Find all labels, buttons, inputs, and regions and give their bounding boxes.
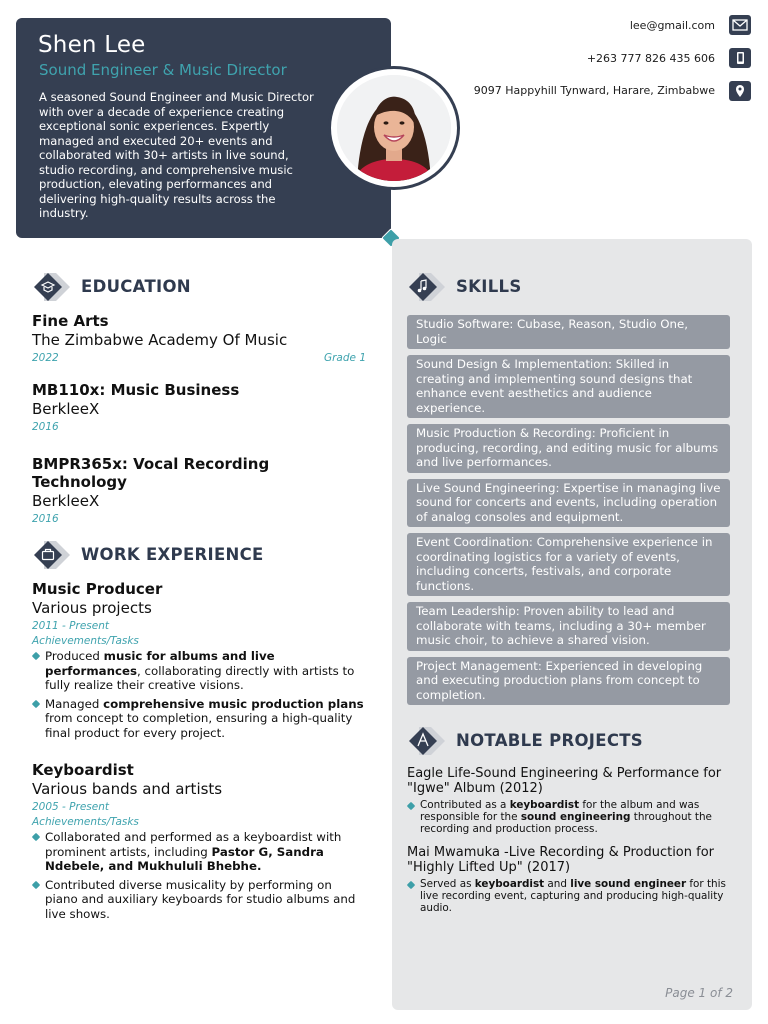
work-heading (32, 539, 332, 571)
projects-heading (407, 725, 707, 757)
achievements-label: Achievements/Tasks (32, 816, 139, 828)
project-bullet: Contributed as a keyboardist for the album and was responsible for the sound engineering throughout the recording and production process. (407, 799, 742, 835)
compass-icon (407, 725, 447, 757)
achievement-list (32, 649, 366, 741)
location-pin-icon (729, 81, 751, 101)
job-dates: 2005 - Present (32, 801, 109, 813)
education-year: 2016 (32, 513, 59, 525)
skills-title: SKILLS (456, 277, 522, 296)
education-year: 2022 (32, 352, 59, 364)
achievement-list (32, 830, 366, 922)
contact-phone[interactable]: +263 777 826 435 606 (586, 52, 715, 65)
skill-tag: Music Production & Recording: Proficient in producing, recording, and editing music for albums and live performances. (407, 424, 730, 473)
project-details (407, 799, 742, 835)
projects-title: NOTABLE PROJECTS (456, 731, 643, 750)
skill-tag: Live Sound Engineering: Expertise in managing live sound for concerts and events, including operation of analog consoles and equipment. (407, 479, 730, 528)
graduation-cap-icon (32, 271, 72, 303)
envelope-icon (729, 15, 751, 35)
skill-tag: Event Coordination: Comprehensive experience in coordinating logistics for a variety of events, including concerts, festivals, and corporate functions. (407, 533, 730, 596)
job-company: Various bands and artists (32, 780, 223, 798)
skills-list (407, 315, 730, 711)
achievement-item: Managed comprehensive music production plans from concept to completion, ensuring a high-quality final product for every project. (32, 697, 366, 741)
achievements-label: Achievements/Tasks (32, 635, 139, 647)
job-company: Various projects (32, 599, 152, 617)
achievement-item: Contributed diverse musicality by performing on piano and auxiliary keyboards for studio albums and live shows. (32, 878, 366, 922)
job-entry (32, 761, 366, 926)
skill-tag: Team Leadership: Proven ability to lead and collaborate with teams, including a 30+ member music choir, to achieve a shared vision. (407, 602, 730, 651)
school-name: The Zimbabwe Academy Of Music (32, 331, 288, 349)
skill-tag: Sound Design & Implementation: Skilled in creating and implementing sound designs that enhance event aesthetics and audience experience. (407, 355, 730, 418)
project-entry (407, 766, 742, 835)
job-role: Keyboardist (32, 761, 134, 779)
work-title: WORK EXPERIENCE (81, 545, 264, 564)
contact-address: 9097 Happyhill Tynward, Harare, Zimbabwe (473, 84, 715, 97)
education-item (32, 455, 366, 527)
contact-email[interactable]: lee@gmail.com (629, 19, 715, 32)
education-item (32, 312, 366, 366)
achievement-item: Collaborated and performed as a keyboardist with prominent artists, including Pastor G, Sandra Ndebele, and Mukhululi Bhebhe. (32, 830, 366, 874)
project-title: Eagle Life-Sound Engineering & Performance for "Igwe" Album (2012) (407, 766, 722, 796)
education-grade: Grade 1 (323, 352, 366, 364)
achievement-item: Produced music for albums and live performances, collaborating directly with artists to fully realize their creative visions. (32, 649, 366, 693)
phone-icon (729, 48, 751, 68)
page-number: Page 1 of 2 (665, 986, 733, 1000)
education-title: EDUCATION (81, 277, 191, 296)
job-role: Music Producer (32, 580, 163, 598)
education-meta (32, 352, 366, 366)
job-entry (32, 580, 366, 745)
school-name: BerkleeX (32, 492, 100, 510)
profile-photo-frame (328, 66, 460, 190)
job-dates: 2011 - Present (32, 620, 109, 632)
degree-name: MB110x: Music Business (32, 381, 240, 399)
candidate-title: Sound Engineer & Music Director (39, 61, 287, 79)
skill-tag: Studio Software: Cubase, Reason, Studio One, Logic (407, 315, 730, 349)
education-meta (32, 421, 366, 435)
project-bullet: Served as keyboardist and live sound engineer for this live recording event, capturing and producing high-quality audio. (407, 878, 742, 914)
education-year: 2016 (32, 421, 59, 433)
briefcase-icon (32, 539, 72, 571)
header-card (16, 18, 391, 238)
degree-name: Fine Arts (32, 312, 109, 330)
profile-summary: A seasoned Sound Engineer and Music Director with over a decade of experience creating exceptional sonic experiences. Expertly managed and executed 20+ events and collaborated with 30+ artists in live sound, studio recording, and comprehensive music production, elevating performances and delivering high-quality results across the industry. (39, 90, 314, 220)
degree-name: BMPR365x: Vocal Recording Technology (32, 455, 270, 491)
candidate-name: Shen Lee (38, 32, 146, 58)
education-item (32, 381, 366, 435)
education-heading (32, 271, 282, 303)
skills-heading (407, 271, 607, 303)
project-entry (407, 845, 742, 914)
profile-photo (337, 75, 451, 181)
skill-tag: Project Management: Experienced in developing and executing production plans from concept to completion. (407, 657, 730, 706)
education-meta (32, 513, 366, 527)
project-details (407, 878, 742, 914)
music-note-icon (407, 271, 447, 303)
project-title: Mai Mwamuka -Live Recording & Production for "Highly Lifted Up" (2017) (407, 845, 715, 875)
school-name: BerkleeX (32, 400, 100, 418)
